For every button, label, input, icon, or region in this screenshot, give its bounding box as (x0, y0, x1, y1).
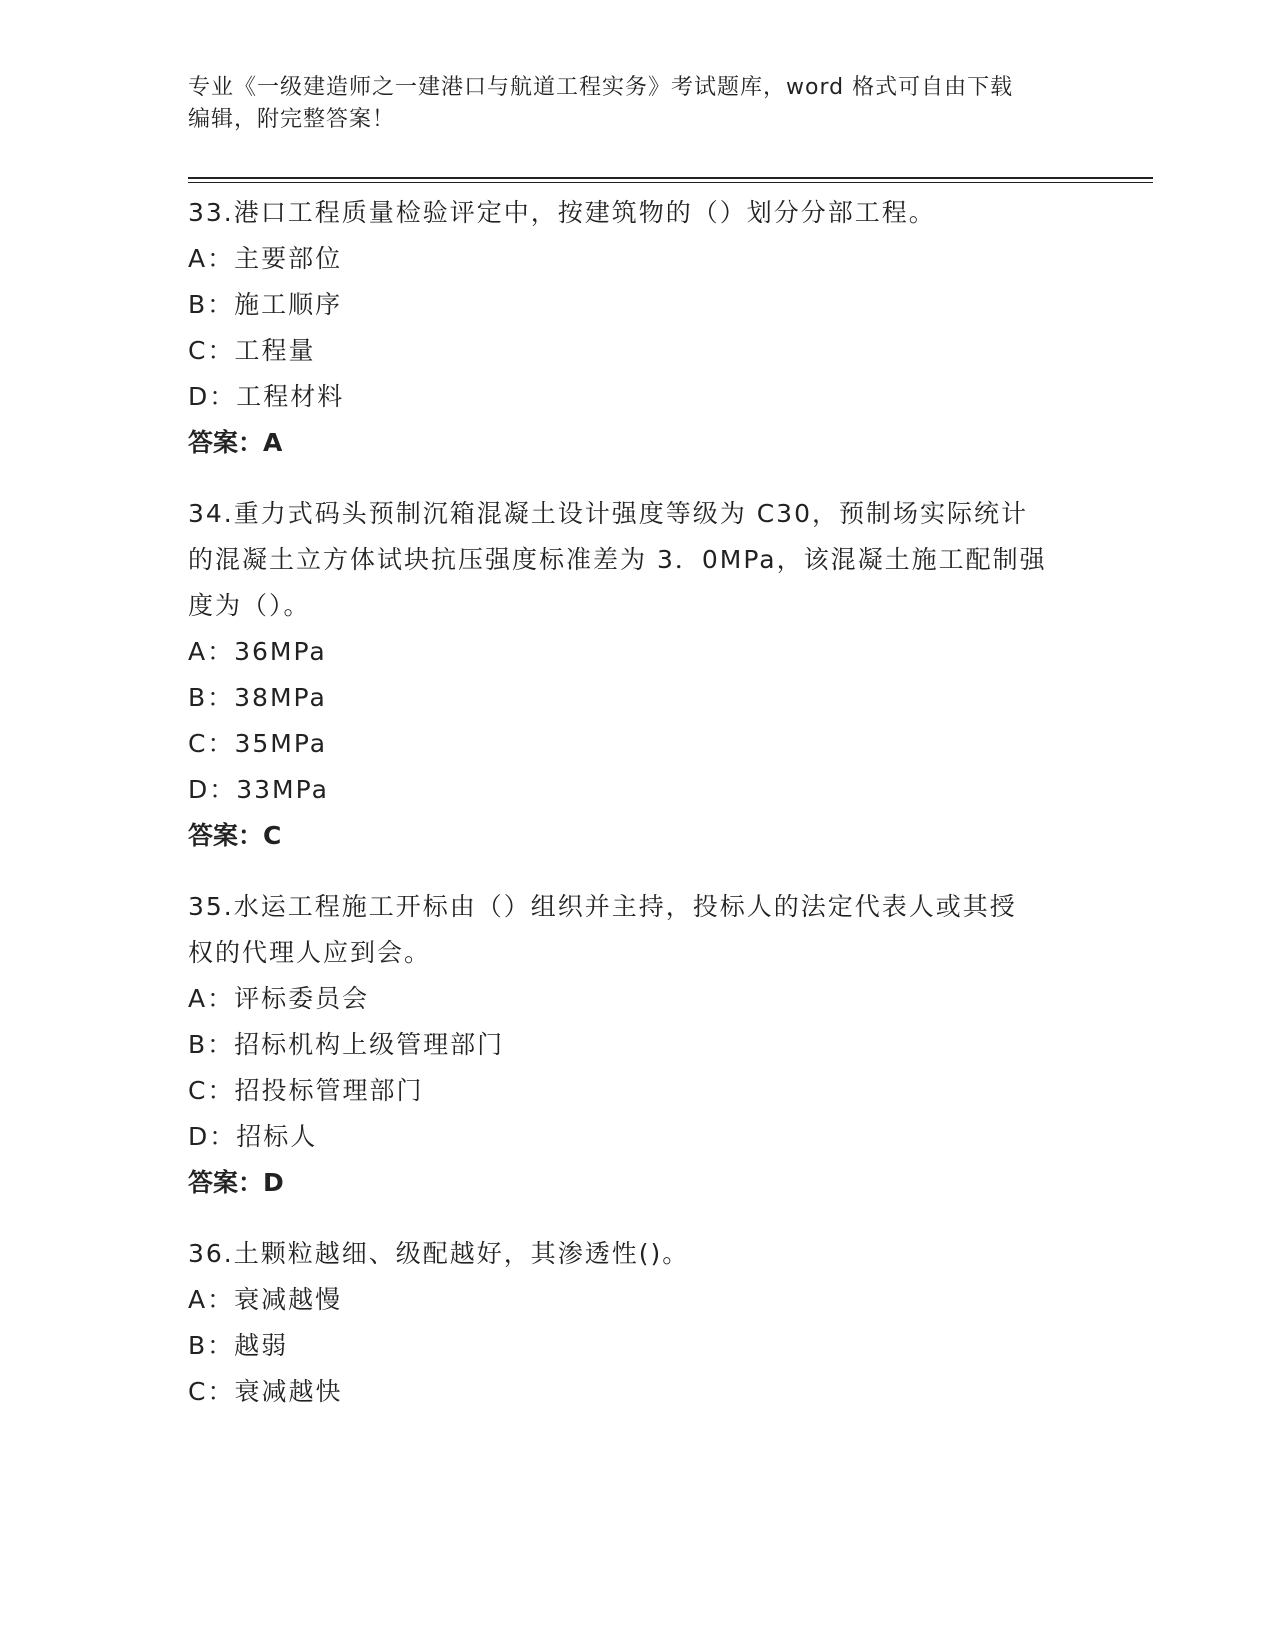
question-stem: 度为（）。 (188, 591, 311, 620)
option-b: B：招标机构上级管理部门 (188, 1030, 505, 1059)
option-a: A：主要部位 (188, 244, 343, 273)
answer-label: 答案：D (188, 1168, 284, 1197)
header-divider-thick (188, 177, 1153, 179)
option-d: D：33MPa (188, 775, 329, 804)
option-b: B：施工顺序 (188, 290, 343, 319)
option-c: C：工程量 (188, 336, 316, 365)
question-34 (188, 491, 1088, 859)
question-36 (188, 1231, 1088, 1415)
option-a: A：衰减越慢 (188, 1285, 343, 1314)
answer-label: 答案：C (188, 821, 282, 850)
question-33 (188, 190, 1088, 466)
option-b: B：越弱 (188, 1331, 289, 1360)
question-stem: 33.港口工程质量检验评定中，按建筑物的（）划分分部工程。 (188, 198, 936, 227)
question-35 (188, 884, 1088, 1206)
question-stem: 34.重力式码头预制沉箱混凝土设计强度等级为 C30，预制场实际统计 (188, 499, 1028, 528)
question-stem: 35.水运工程施工开标由（）组织并主持，投标人的法定代表人或其授 (188, 892, 1017, 921)
option-c: C：招投标管理部门 (188, 1076, 424, 1105)
option-a: A：36MPa (188, 637, 327, 666)
answer-label: 答案：A (188, 428, 283, 457)
question-stem: 36.土颗粒越细、级配越好，其渗透性()。 (188, 1239, 690, 1268)
option-d: D：招标人 (188, 1122, 318, 1151)
header-line: 编辑，附完整答案！ (188, 107, 396, 132)
option-a: A：评标委员会 (188, 984, 370, 1013)
document-header (188, 72, 1088, 136)
option-d: D：工程材料 (188, 382, 345, 411)
option-c: C：衰减越快 (188, 1377, 343, 1406)
option-c: C：35MPa (188, 729, 328, 758)
header-line: 专业《一级建造师之一建港口与航道工程实务》考试题库，word 格式可自由下载 (188, 75, 1014, 100)
question-list (188, 190, 1088, 1440)
question-stem: 的混凝土立方体试块抗压强度标准差为 3．0MPa，该混凝土施工配制强 (188, 545, 1047, 574)
question-stem: 权的代理人应到会。 (188, 938, 432, 967)
header-divider-thin (188, 182, 1153, 183)
option-b: B：38MPa (188, 683, 327, 712)
